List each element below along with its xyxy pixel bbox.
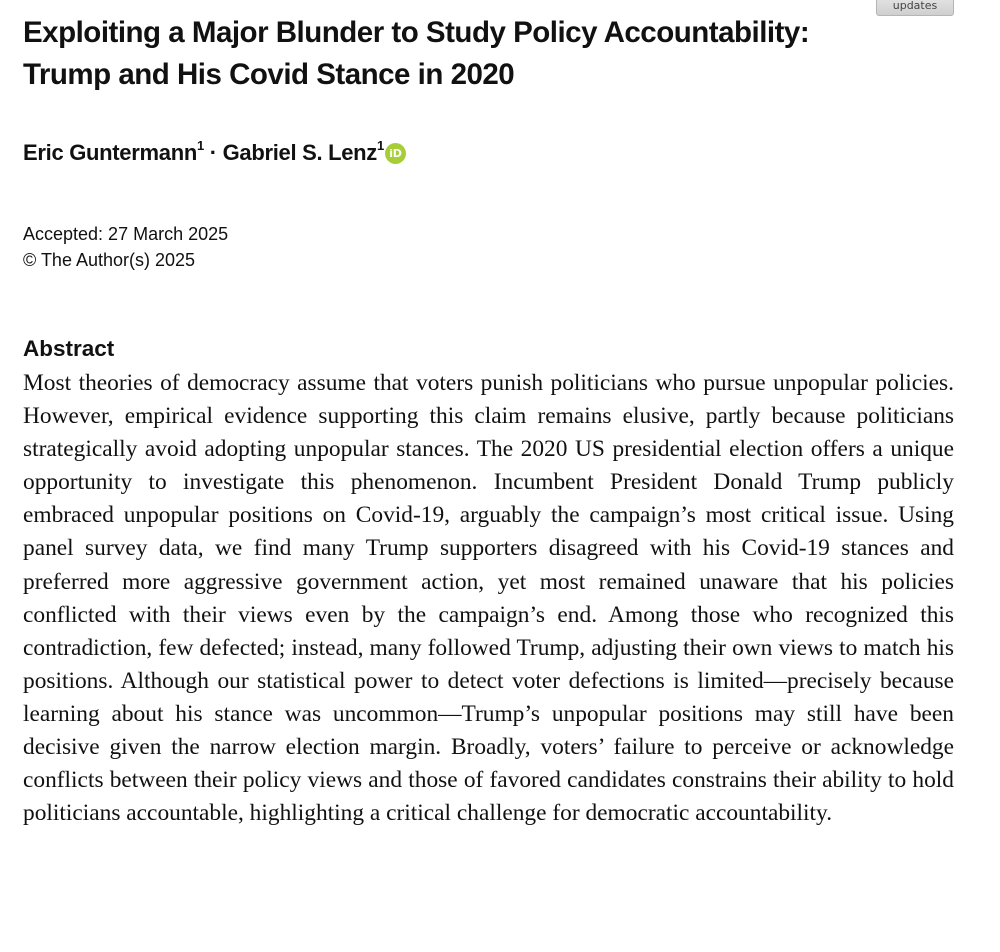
copyright-notice: © The Author(s) 2025 [23, 250, 196, 270]
abstract-heading: Abstract [23, 336, 115, 361]
author-name: Eric Guntermann [23, 140, 197, 165]
title-line-2: Trump and His Covid Stance in 2020 [23, 58, 515, 91]
author-name: Gabriel S. Lenz [222, 140, 378, 165]
author-separator: · [203, 140, 223, 165]
accepted-date: Accepted: 27 March 2025 [23, 224, 229, 244]
publication-meta [23, 221, 228, 273]
author-affiliation: 1 [196, 138, 204, 153]
author-affiliation: 1 [377, 138, 384, 153]
author-list [23, 138, 406, 168]
check-for-updates-badge[interactable]: updates [876, 0, 954, 16]
title-line-1: Exploiting a Major Blunder to Study Policy Accountability: [23, 16, 810, 49]
abstract-text: Most theories of democracy assume that voters punish politicians who pursue unpopular policies. However, empirical evidence supporting this claim remains elusive, partly because politicians strategically avoid adopting unpopular stances. The 2020 US presidential election offers a unique opportunity to investigate this phenomenon. Incumbent President Donald Trump publicly embraced unpopular positions on Covid-19, arguably the campaign’s most critical issue. Using panel survey data, we find many Trump supporters disagreed with his Covid-19 stances and preferred more aggressive government action, yet most remained unaware that his policies conflicted with their views even by the campaign’s end. Among those who recognized this contradiction, few defected; instead, many followed Trump, adjusting their own views to match his positions. Although our statistical power to detect voter defections is limited—precisely because learning about his stance was uncommon—Trump’s unpopular positions may still have been decisive given the narrow election margin. Broadly, voters’ failure to perceive or acknowledge conflicts between their policy views and those of favored candidates constrains their ability to hold politicians accountable, highlighting a critical challenge for democratic accountability. [23, 370, 954, 827]
orcid-icon[interactable]: iD [385, 143, 406, 164]
paper-title [23, 12, 923, 96]
